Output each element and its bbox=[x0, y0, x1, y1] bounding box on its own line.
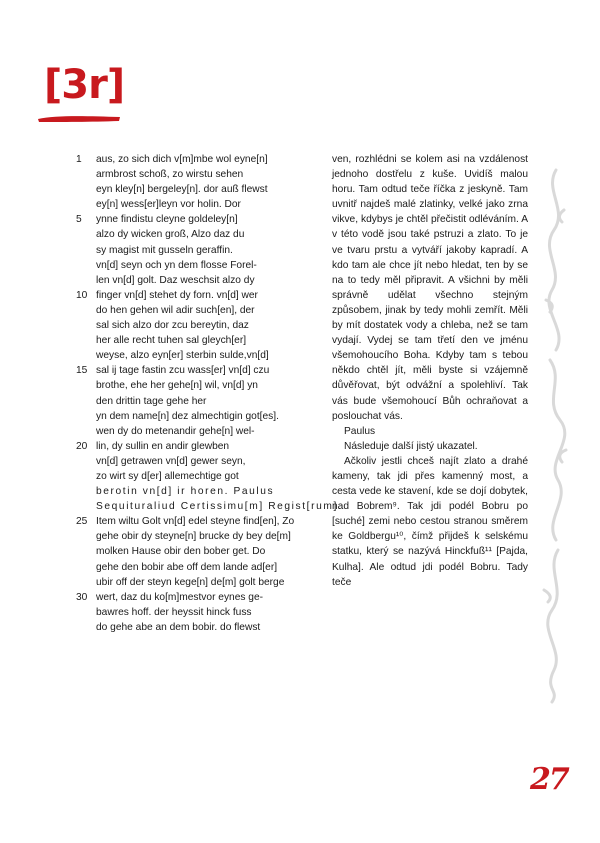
translation-column bbox=[332, 152, 528, 590]
line-text: gehe obir dy steyne[n] brucke dy bey de[m] bbox=[96, 531, 291, 543]
line-number: 20 bbox=[76, 440, 88, 452]
transcription-line bbox=[76, 333, 308, 348]
line-text: gehe den bobir abe off dem lande ad[er] bbox=[96, 561, 278, 573]
line-number: 15 bbox=[76, 365, 88, 377]
line-text: sy magist mit gusseln geraffin. bbox=[96, 244, 233, 256]
line-text: yn dem name[n] dez almechtigin got[es]. bbox=[96, 410, 279, 422]
translation-paragraph: ven, rozhlédni se kolem asi na vzdálenost jednoho dostřelu z kuše. Uvidíš malou horu. Tam odtud teče říčka z jeskyně. Tam uvnitř najdeš malé zlatinky, velké jako zrna vikve, kdybys je chtěl přečistit odléváním. A v této vodě jsou také pstruzi a zlato. To je ve tvaru prstu a vytváří jakoby kapradí. A kdo tam ale chce jít nebo hledat, ten by se na to tedy měl připravit. A všichni by měli správně udělat všechno stejným způsobem, jinak by tedy mohli zemřít. Měli by mít dostatek vody a chleba, než se tam vydají. Vydej se tam třetí den ve jménu všemohoucího Boha. Kdyby tam s tebou někdo chtěl jít, měli byste si vzájemně důvěřovat, být odvážní a spolehliví. Tak vás bude všemohoucí Bůh ochraňovat a poslouchat vás. bbox=[332, 154, 528, 422]
transcription-column bbox=[76, 152, 343, 635]
line-number: 5 bbox=[76, 214, 82, 226]
transcription-line bbox=[76, 378, 308, 393]
line-text: molken Hause obir den bober get. Do bbox=[96, 546, 266, 558]
transcription-line bbox=[76, 560, 308, 575]
line-text: ey[n] wess[er]leyn vor holin. Dor bbox=[96, 199, 241, 211]
transcription-line bbox=[76, 212, 308, 227]
transcription-line bbox=[76, 575, 308, 590]
transcription-line bbox=[76, 620, 308, 635]
transcription-line bbox=[76, 318, 308, 333]
line-text: eyn kley[n] bergeley[n]. dor auß flewst bbox=[96, 184, 268, 196]
transcription-line bbox=[76, 182, 308, 197]
line-text: vn[d] getrawen vn[d] gewer seyn, bbox=[96, 455, 246, 467]
line-text: brothe, ehe her gehe[n] wil, vn[d] yn bbox=[96, 380, 258, 392]
transcription-line bbox=[76, 152, 308, 167]
line-text: Item wiltu Golt vn[d] edel steyne find[en], Zo bbox=[96, 516, 295, 528]
transcription-line bbox=[76, 348, 308, 363]
line-text: berotin vn[d] ir horen. Paulus bbox=[96, 486, 275, 498]
line-text: den drittin tage gehe her bbox=[96, 395, 207, 407]
line-text: do hen gehen wil adir such[en], der bbox=[96, 304, 255, 316]
transcription-line bbox=[76, 363, 308, 378]
line-text: vn[d] seyn och yn dem flosse Forel- bbox=[96, 259, 257, 271]
transcription-line bbox=[76, 590, 308, 605]
transcription-line bbox=[76, 469, 308, 484]
transcription-line bbox=[76, 409, 308, 424]
line-text: weyse, alzo eyn[er] sterbin sulde,vn[d] bbox=[96, 350, 269, 362]
handwritten-margin-script bbox=[534, 150, 578, 710]
transcription-line bbox=[76, 544, 308, 559]
transcription-line bbox=[76, 273, 308, 288]
line-text: wert, daz du ko[m]mestvor eynes ge- bbox=[96, 591, 264, 603]
transcription-line bbox=[76, 258, 308, 273]
line-number: 30 bbox=[76, 591, 88, 603]
line-text: do gehe abe an dem bobir. do flewst bbox=[96, 621, 261, 633]
line-text: wen dy do metenandir gehe[n] wel- bbox=[96, 425, 255, 437]
line-text: Sequituraliud Certissimu[m] Regist[rum]. bbox=[96, 501, 343, 513]
line-text: finger vn[d] stehet dy forn. vn[d] wer bbox=[96, 289, 258, 301]
transcription-line bbox=[76, 227, 308, 242]
line-text: lin, dy sullin en andir glewben bbox=[96, 440, 230, 452]
line-text: len vn[d] golt. Daz weschsit alzo dy bbox=[96, 274, 255, 286]
translation-paragraph: Ačkoliv jestli chceš najít zlato a drahé kameny, tak jdi přes kamenný most, a cesta vede ke stavení, kde se dojí dobytek, nad Bobrem⁹. Tak jdi podél Bobru po [suché] zemi nebo cestou stranou směrem ke Goldbergu¹⁰, čímž přijdeš k selskému statku, který se nazývá Hinckfuß¹¹ [Pajda, Kulha]. Ale odtud jdi podél Bobru. Tady teče bbox=[332, 455, 528, 588]
line-text: sal sich alzo dor zcu bereytin, daz bbox=[96, 320, 249, 332]
transcription-line bbox=[76, 197, 308, 212]
transcription-line bbox=[76, 243, 308, 258]
transcription-line bbox=[76, 484, 308, 499]
line-text: aus, zo sich dich v[m]mbe wol eyne[n] bbox=[96, 154, 268, 165]
transcription-line bbox=[76, 605, 308, 620]
folio-mark bbox=[36, 60, 126, 130]
line-number: 25 bbox=[76, 516, 88, 528]
brush-stroke-icon bbox=[36, 112, 122, 124]
transcription-line bbox=[76, 529, 308, 544]
line-text: alzo dy wicken groß, Alzo daz du bbox=[96, 229, 245, 241]
transcription-line bbox=[76, 514, 308, 529]
transcription-line bbox=[76, 439, 308, 454]
line-text: ynne findistu cleyne goldeley[n] bbox=[96, 214, 238, 226]
line-text: armbrost schoß, zo wirstu sehen bbox=[96, 169, 244, 181]
line-text: zo wirt sy d[er] allemechtige got bbox=[96, 470, 239, 482]
transcription-line bbox=[76, 499, 343, 514]
folio-label: [3r] bbox=[44, 62, 125, 108]
transcription-line bbox=[76, 167, 308, 182]
transcription-line bbox=[76, 454, 308, 469]
transcription-line bbox=[76, 303, 308, 318]
line-text: sal ij tage fastin zcu wass[er] vn[d] czu bbox=[96, 365, 270, 377]
line-text: her alle recht tuhen sal gleych[er] bbox=[96, 335, 247, 347]
section-heading: Následuje další jistý ukazatel. bbox=[344, 440, 478, 452]
page-number: 27 bbox=[530, 762, 568, 797]
line-number: 1 bbox=[76, 154, 82, 165]
transcription-line bbox=[76, 424, 308, 439]
line-number: 10 bbox=[76, 289, 88, 301]
line-text: ubir off der steyn kege[n] de[m] golt berge bbox=[96, 576, 285, 588]
speaker-name: Paulus bbox=[344, 425, 376, 437]
transcription-line bbox=[76, 394, 308, 409]
line-text: bawres hoff. der heyssit hinck fuss bbox=[96, 606, 252, 618]
transcription-line bbox=[76, 288, 308, 303]
